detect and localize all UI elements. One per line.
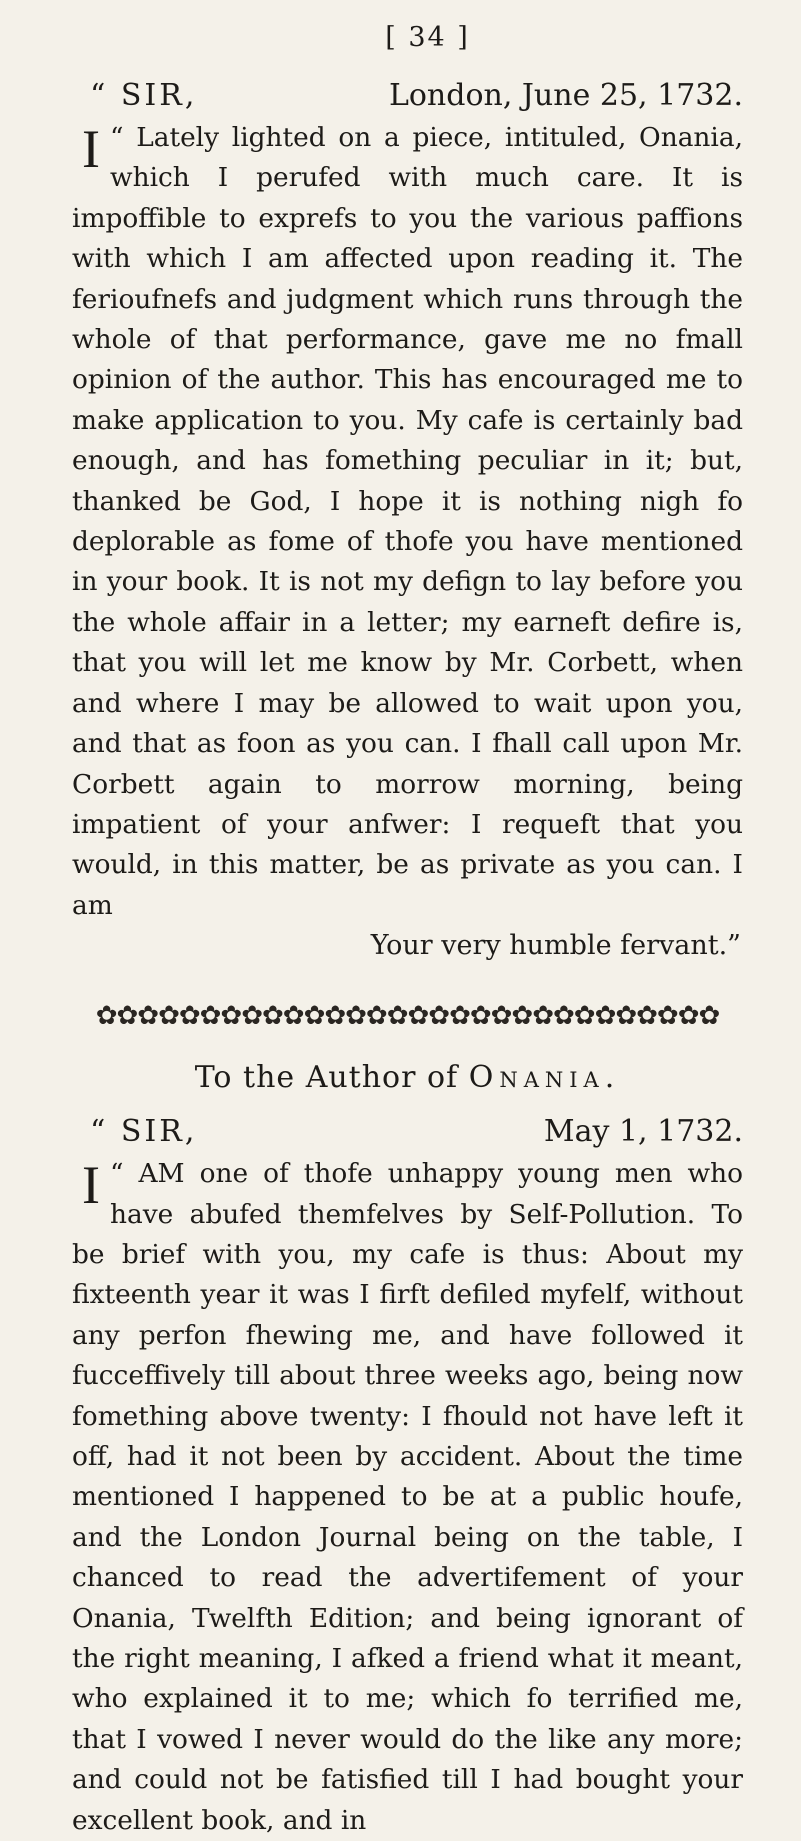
letter-header xyxy=(72,76,743,116)
ornamental-divider: ✿✿✿✿✿✿✿✿✿✿✿✿✿✿✿✿✿✿✿✿✿✿✿✿✿✿✿✿✿✿ xyxy=(95,1001,720,1032)
letter-london xyxy=(72,76,743,966)
letter-body xyxy=(72,1154,743,1841)
sign-off: Your very humble fervant.” xyxy=(370,930,741,962)
dateline: London, June 25, 1732. xyxy=(388,78,743,113)
letter-body-text: “ Lately lighted on a piece, intituled, Onania, which I perufed with much care. It is impoffible to exprefs to you the various paffions with which I am affected upon reading it. The ferioufnefs and judgment which runs through the whole of that performance, gave me no fmall opinion of the author. This has encouraged me to make application to you. My cafe is certainly bad enough, and has fomething peculiar in it; but, thanked be God, I hope it is nothing nigh fo deplorable as fome of thofe you have mentioned in your book. It is not my defign to lay before you the whole affair in a letter; my earneft defire is, that you will let me know by Mr. Corbett, when and where I may be allowed to wait upon you, and that as foon as you can. I fhall call upon Mr. Corbett again to morrow morning, being impatient of your anfwer: I requeft that you would, in this matter, be as private as you can. I am xyxy=(72,122,743,921)
page-number: [ 34 ] xyxy=(385,22,470,53)
letter-body xyxy=(72,118,743,926)
salutation: “ SIR, xyxy=(90,78,198,113)
drop-cap: I xyxy=(82,1155,100,1216)
salutation: “ SIR, xyxy=(90,1114,198,1150)
heading-prefix: To the Author of xyxy=(194,1060,459,1096)
letter-body-text: “ AM one of thofe unhappy young men who have abufed themfelves by Self-Pollution. To be brief with you, my cafe is thus: About my fixteenth year it was I firft defiled myfelf, without any perfon fhewing me, and have followed it fucceffively till about three weeks ago, being now fomething above twenty: I fhould not have left it off, had it not been by accident. About the time mentioned I happened to be at a public houfe, and the London Journal being on the table, I chanced to read the advertifement of your Onania, Twelfth Edition; and being ignorant of the right meaning, I afked a friend what it meant, who explained it to me; which fo terrified me, that I vowed I never would do the like any more; and could not be fatisfied till I had bought your excellent book, and in xyxy=(72,1158,743,1836)
heading-title: Onania. xyxy=(468,1060,621,1096)
letter-heading xyxy=(72,1058,743,1098)
dateline: May 1, 1732. xyxy=(543,1114,743,1150)
drop-cap: I xyxy=(82,119,100,179)
letter-may xyxy=(72,1112,743,1841)
letter-header xyxy=(72,1112,743,1152)
